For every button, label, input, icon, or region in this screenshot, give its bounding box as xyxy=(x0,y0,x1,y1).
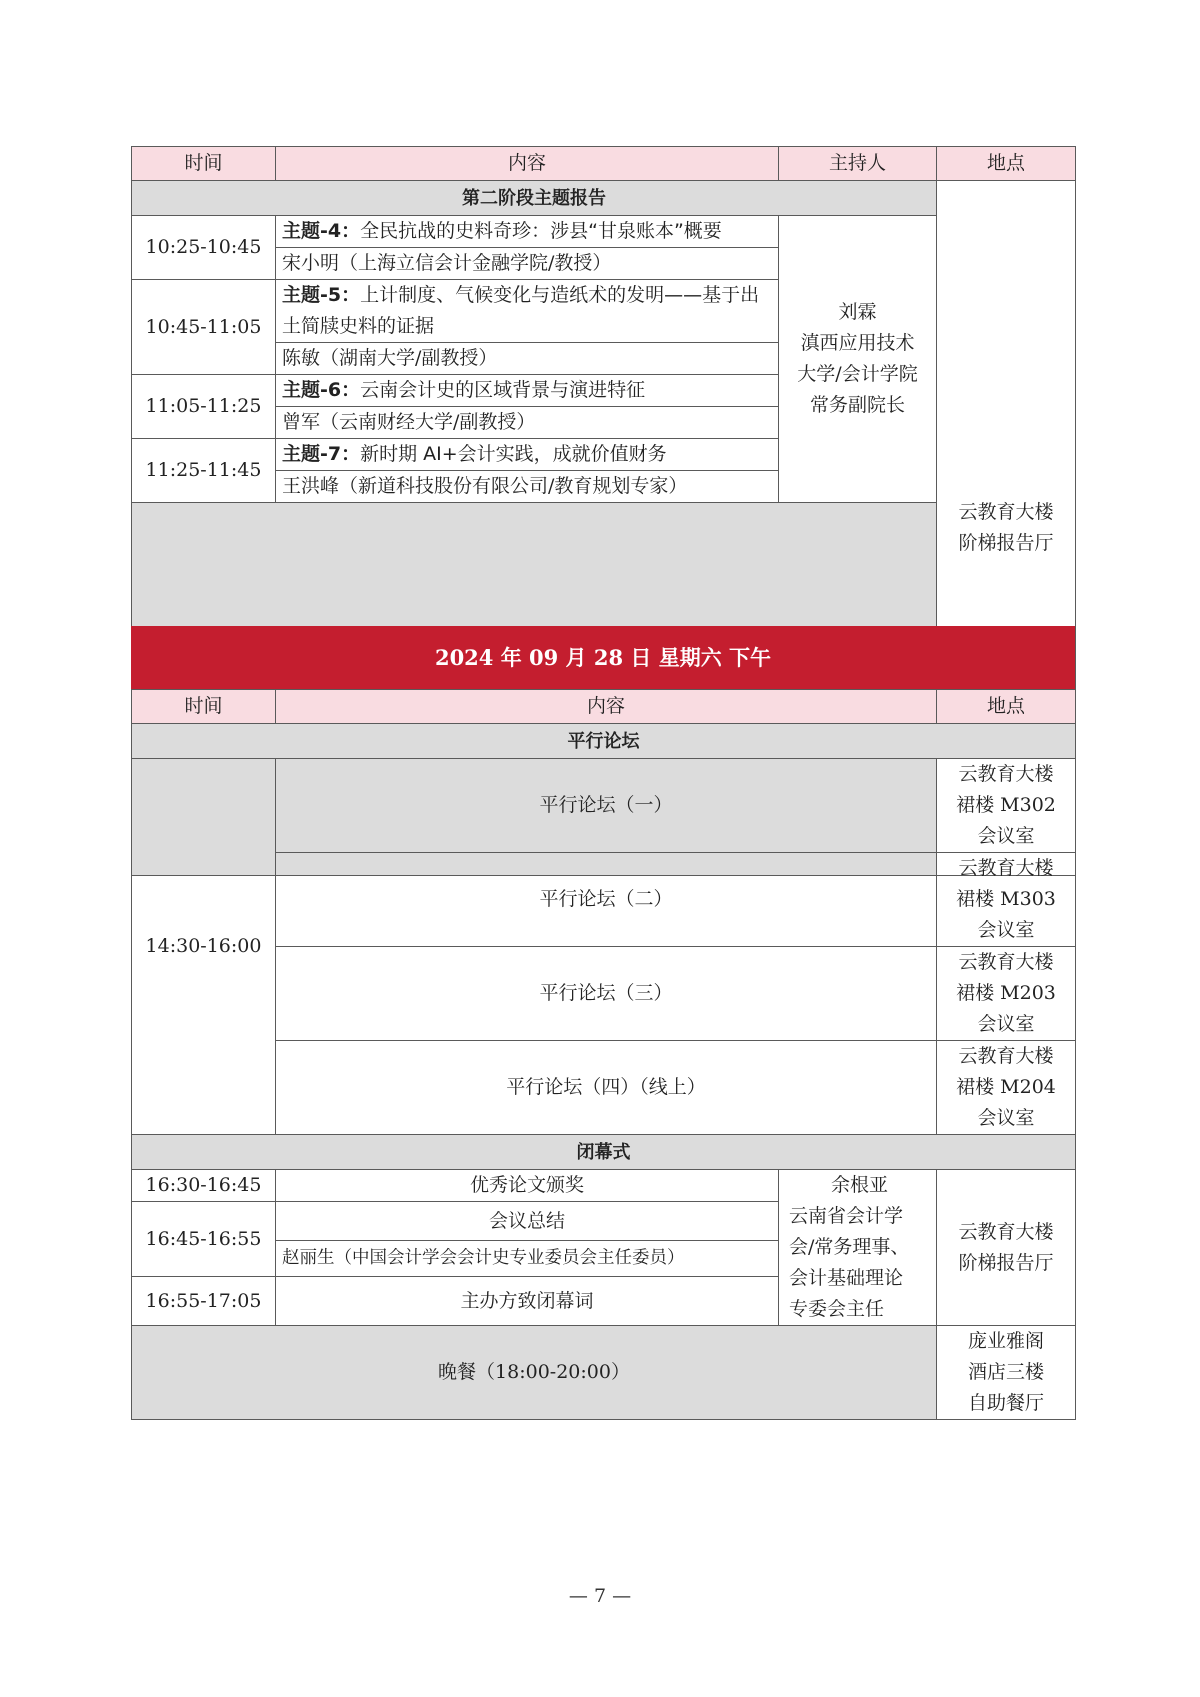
topic-title: 新时期 AI+会计实践，成就价值财务 xyxy=(360,443,667,465)
header-location: 地点 xyxy=(937,147,1076,181)
topic-label: 主题-5： xyxy=(282,284,361,306)
location-line: 云教育大楼 xyxy=(958,501,1054,523)
location-line: 裙楼 M204 xyxy=(956,1076,1056,1098)
forum-location xyxy=(937,759,1076,853)
topic-title: 全民抗战的史料奇珍：涉县“甘泉账本”概要 xyxy=(360,220,722,242)
location-line: 会议室 xyxy=(977,1013,1035,1035)
forum-location xyxy=(937,853,1076,947)
host-line: 滇西应用技术 xyxy=(800,332,915,354)
closing-location xyxy=(937,1170,1076,1326)
location-line: 裙楼 M203 xyxy=(956,982,1056,1004)
location-line: 会议室 xyxy=(977,919,1035,941)
forum-name: 平行论坛（一） xyxy=(276,759,937,853)
table-header-row xyxy=(132,690,1076,724)
location-line: 会议室 xyxy=(977,825,1035,847)
location-line: 裙楼 M303 xyxy=(956,888,1056,910)
location-line: 阶梯报告厅 xyxy=(958,1251,1054,1274)
topic-label: 主题-4： xyxy=(282,220,361,242)
session-topic xyxy=(276,280,779,343)
forum-location xyxy=(937,1041,1076,1135)
session-speaker: 陈敏（湖南大学/副教授） xyxy=(276,343,779,375)
host-line: 常务副院长 xyxy=(809,394,905,416)
table-row xyxy=(132,1170,1076,1202)
session-topic xyxy=(276,439,779,471)
host-line: 会/常务理事、 xyxy=(789,1236,910,1258)
topic-label: 主题-6： xyxy=(282,379,361,401)
session-topic xyxy=(276,216,779,248)
location-line: 云教育大楼 xyxy=(958,951,1054,973)
table-row xyxy=(132,216,1076,248)
session-host xyxy=(779,216,937,503)
host-line: 专委会主任 xyxy=(789,1298,885,1320)
session-time: 10:25-10:45 xyxy=(132,216,276,280)
host-line: 会计基础理论 xyxy=(789,1267,904,1289)
host-line: 余根亚 xyxy=(831,1174,889,1196)
dinner-row xyxy=(132,1326,1076,1420)
section-row xyxy=(132,724,1076,759)
location-line: 云教育大楼 xyxy=(958,763,1054,785)
forum-name: 平行论坛（三） xyxy=(276,947,937,1041)
closing-host xyxy=(779,1170,937,1326)
closing-time: 16:55-17:05 xyxy=(132,1277,276,1326)
location-line: 云教育大楼 xyxy=(958,1045,1054,1067)
section-title: 第二阶段主题报告 xyxy=(132,181,937,216)
session-time: 11:25-11:45 xyxy=(132,439,276,503)
dinner-location xyxy=(937,1326,1076,1420)
header-host: 主持人 xyxy=(779,147,937,181)
location-line: 阶梯报告厅 xyxy=(958,532,1054,554)
header-content: 内容 xyxy=(276,147,779,181)
forum-name: 平行论坛（二） xyxy=(276,853,937,947)
forum-row xyxy=(132,759,1076,853)
closing-time: 16:30-16:45 xyxy=(132,1170,276,1202)
section-row xyxy=(132,181,1076,216)
closing-item: 优秀论文颁奖 xyxy=(276,1170,779,1202)
forum-time: 14:30-16:00 xyxy=(132,759,276,1135)
location-line: 云教育大楼 xyxy=(958,1220,1054,1243)
location-line: 裙楼 M302 xyxy=(956,794,1056,816)
header-location: 地点 xyxy=(937,690,1076,724)
dinner-label: 晚餐（18:00-20:00） xyxy=(132,1326,937,1420)
topic-title: 云南会计史的区域背景与演进特征 xyxy=(360,379,646,401)
section-row xyxy=(132,1135,1076,1170)
header-content: 内容 xyxy=(276,690,937,724)
forum-location xyxy=(937,947,1076,1041)
session-time: 11:05-11:25 xyxy=(132,375,276,439)
page-number: — 7 — xyxy=(568,1585,632,1607)
host-line: 刘霖 xyxy=(838,301,877,323)
closing-speaker: 赵丽生（中国会计学会会计史专业委员会主任委员） xyxy=(276,1241,779,1277)
closing-time: 16:45-16:55 xyxy=(132,1202,276,1277)
topic-label: 主题-7： xyxy=(282,443,361,465)
forum-name: 平行论坛（四）（线上） xyxy=(276,1041,937,1135)
session-speaker: 宋小明（上海立信会计金融学院/教授） xyxy=(276,248,779,280)
header-time: 时间 xyxy=(132,690,276,724)
location-line: 酒店三楼 xyxy=(968,1361,1045,1383)
location-line: 会议室 xyxy=(977,1107,1035,1129)
section-title: 闭幕式 xyxy=(132,1135,1076,1170)
host-line: 大学/会计学院 xyxy=(797,363,918,385)
closing-item: 主办方致闭幕词 xyxy=(276,1277,779,1326)
location-line: 云教育大楼 xyxy=(958,857,1054,879)
afternoon-date-banner: 2024 年 09 月 28 日 星期六 下午 xyxy=(131,626,1075,689)
closing-item: 会议总结 xyxy=(276,1202,779,1241)
section-title: 平行论坛 xyxy=(132,724,1076,759)
header-time: 时间 xyxy=(132,147,276,181)
host-line: 云南省会计学 xyxy=(789,1205,904,1227)
session-time: 10:45-11:05 xyxy=(132,280,276,375)
table-header-row xyxy=(132,147,1076,181)
topic-title: 上计制度、气候变化与造纸术的发明——基于出土简牍史料的证据 xyxy=(282,284,760,337)
location-line: 庞业雅阁 xyxy=(968,1330,1045,1352)
schedule-table-afternoon xyxy=(131,689,1076,1420)
session-speaker: 曾军（云南财经大学/副教授） xyxy=(276,407,779,439)
session-speaker: 王洪峰（新道科技股份有限公司/教育规划专家） xyxy=(276,471,779,503)
location-line: 自助餐厅 xyxy=(968,1392,1045,1414)
session-topic xyxy=(276,375,779,407)
